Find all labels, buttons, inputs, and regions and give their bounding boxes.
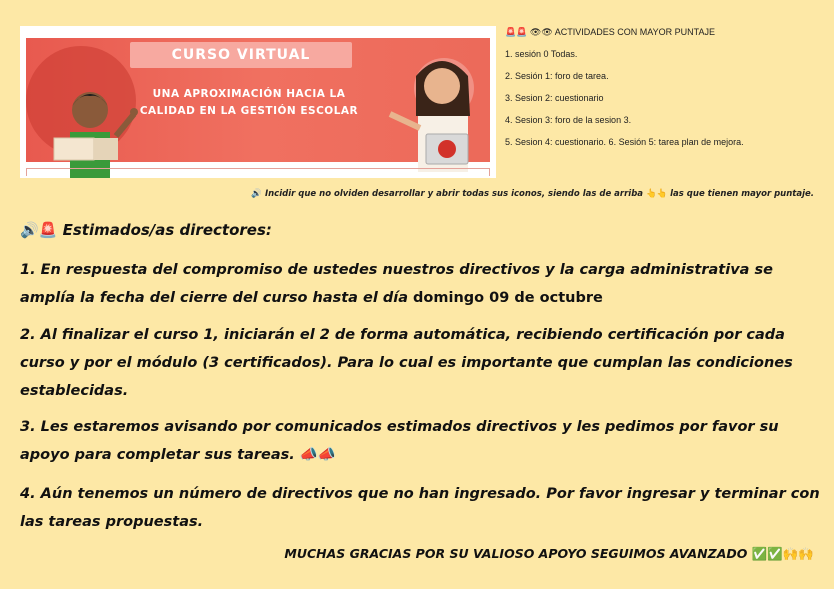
paragraph-3-text: 3. Les estaremos avisando por comunicados estimados directivos y les pedimos por favor su apoyo para completar sus tareas. — [20, 419, 779, 463]
alarm-eyes-icon: 🚨🚨 👁👁 — [505, 27, 553, 37]
activity-item: 2. Sesión 1: foro de tarea. — [505, 71, 609, 81]
paragraph-1 — [20, 256, 820, 312]
paragraph-4: 4. Aún tenemos un número de directivos que no han ingresado. Por favor ingresar y terminar con las tareas propuestas. — [20, 486, 820, 530]
banner-bottom-strip — [26, 168, 490, 176]
megaphone-icon: 📣📣 — [299, 447, 336, 463]
student-reading-illustration — [50, 72, 140, 178]
paragraph-1-text: 1. En respuesta del compromiso de ustedes nuestros directivos y la carga administrativa se amplía la fecha del cierre del curso hasta el día — [20, 262, 773, 306]
banner-subtitle — [134, 86, 364, 120]
greeting — [20, 221, 272, 239]
pointing-hands-icon: 👆👆 — [646, 189, 668, 199]
thanks-text: MUCHAS GRACIAS POR SU VALIOSO APOYO SEGUIMOS AVANZADO — [284, 546, 748, 561]
teacher-laptop-illustration — [386, 46, 486, 172]
activities-header-text: ACTIVIDADES CON MAYOR PUNTAJE — [554, 27, 715, 37]
deadline-date: domingo 09 de octubre — [413, 290, 603, 306]
banner-title: CURSO VIRTUAL — [171, 47, 311, 63]
speaker-alarm-icon: 🔊🚨 — [20, 221, 58, 239]
banner-subtitle-line1: UNA APROXIMACIÓN HACIA LA — [152, 88, 346, 100]
activity-item: 5. Sesion 4: cuestionario. 6. Sesión 5: tarea plan de mejora. — [505, 137, 744, 147]
thanks-line — [284, 546, 814, 562]
greeting-text: Estimados/as directores: — [62, 221, 272, 239]
speaker-icon: 🔊 — [251, 189, 262, 199]
check-hands-icon: ✅✅🙌🙌 — [751, 546, 814, 561]
reminder-text-end: las que tienen mayor puntaje. — [670, 189, 814, 199]
course-banner — [20, 26, 496, 178]
activity-item: 4. Sesion 3: foro de la sesion 3. — [505, 115, 632, 125]
reminder-text: Incidir que no olviden desarrollar y abrir todas sus iconos, siendo las de arriba — [264, 189, 644, 199]
banner-subtitle-line2: CALIDAD EN LA GESTIÓN ESCOLAR — [139, 105, 359, 117]
paragraph-2: 2. Al finalizar el curso 1, iniciarán el 2 de forma automática, recibiendo certificación por cada curso y por el módulo (3 certificados). Para lo cual es importante que cumplan las condiciones establecidas. — [20, 327, 793, 399]
activity-item: 1. sesión 0 Todas. — [505, 49, 578, 59]
reminder-note — [251, 189, 814, 199]
activities-panel — [505, 27, 825, 159]
activities-header — [505, 27, 825, 38]
banner-title-box — [130, 42, 352, 68]
activity-item: 3. Sesion 2: cuestionario — [505, 93, 604, 103]
paragraph-3 — [20, 413, 820, 469]
